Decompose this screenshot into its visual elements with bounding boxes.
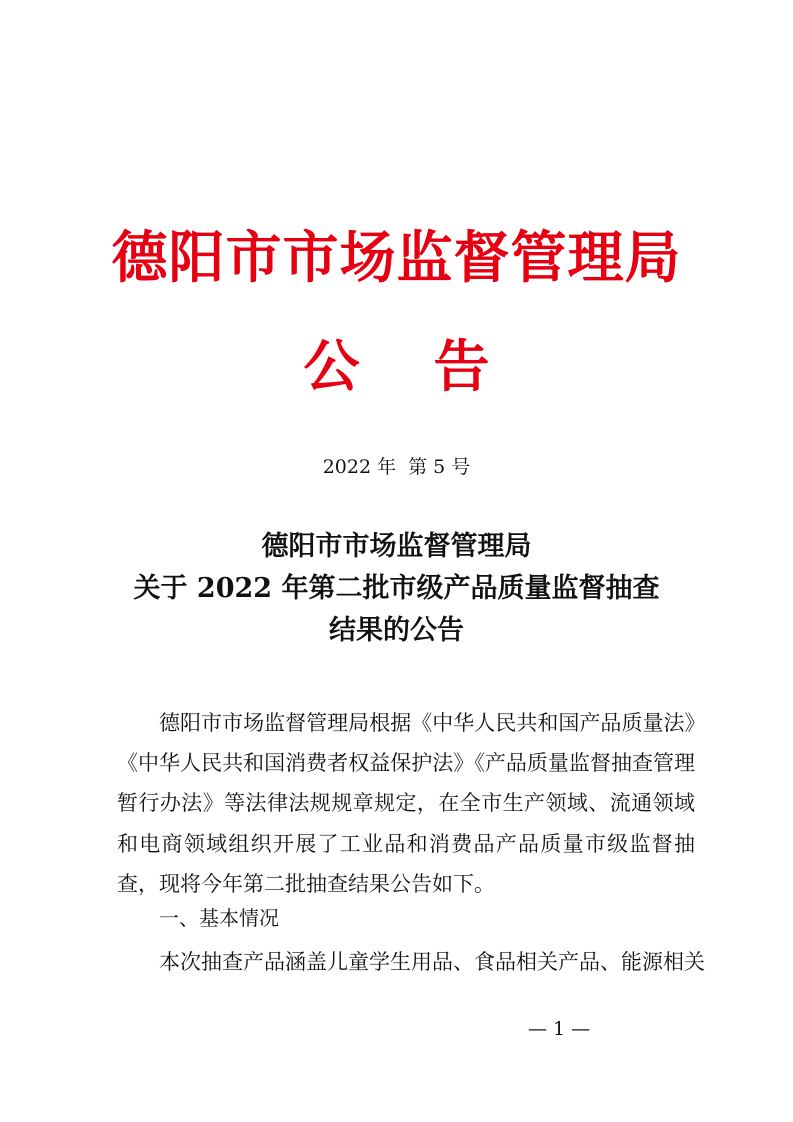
document-number <box>0 453 793 481</box>
agency-title: 德阳市市场监督管理局 <box>111 225 682 291</box>
document-number-sequence: 第 5 号 <box>408 456 471 478</box>
announcement-heading-line-2: 关于 2022 年第二批市级产品质量监督抽查 <box>133 573 660 604</box>
section-heading-basic-situation: 一、基本情况 <box>159 906 279 930</box>
intro-paragraph: 德阳市市场监督管理局根据《中华人民共和国产品质量法》《中华人民共和国消费者权益保护法》《产品质量监督抽查管理暂行办法》等法律法规规章规定，在全市生产领域、流通领域和电商领域组织开展了工业品和消费品产品质量市级监督抽查，现将今年第二批抽查结果公告如下。 <box>117 711 695 896</box>
document-type-char-1: 公 <box>303 334 360 400</box>
page-number: — 1 — <box>528 1018 591 1040</box>
document-number-year: 2022 年 <box>322 456 397 478</box>
announcement-heading-line-3: 结果的公告 <box>329 615 464 646</box>
basic-situation-paragraph: 本次抽查产品涵盖儿童学生用品、食品相关产品、能源相关 <box>159 950 705 974</box>
document-type-title <box>0 331 793 403</box>
announcement-heading-line-1: 德阳市市场监督管理局 <box>261 531 532 562</box>
document-type-char-2: 告 <box>433 334 490 400</box>
announcement-heading <box>0 526 793 652</box>
